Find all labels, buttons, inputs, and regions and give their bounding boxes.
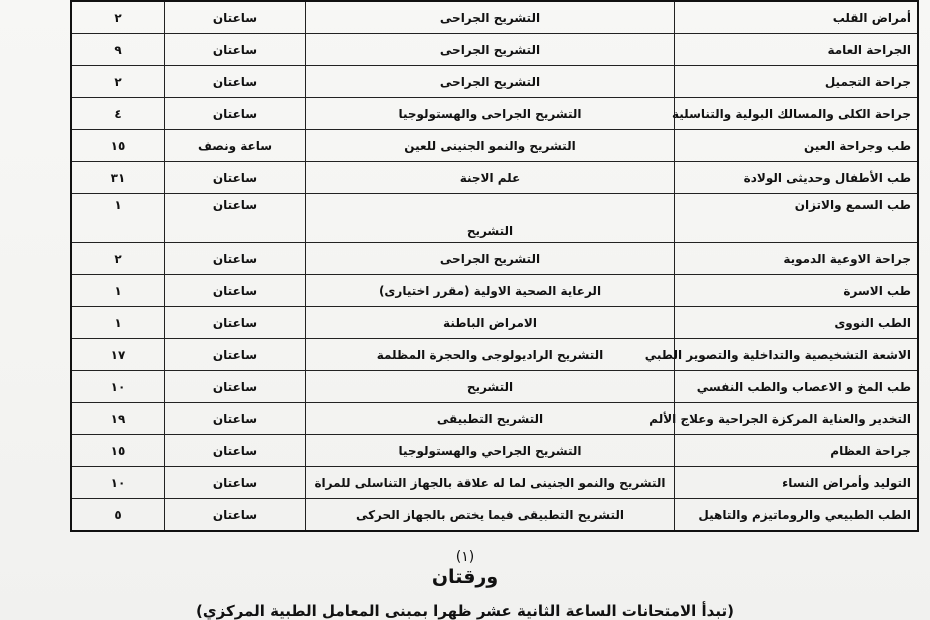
duration-cell: ساعتان	[165, 499, 306, 532]
duration-cell: ساعتان	[165, 243, 306, 275]
subject-cell: الجراحة العامة	[675, 34, 919, 66]
subject-cell: جراحة الكلى والمسالك البولية والتناسلية	[675, 98, 919, 130]
duration-cell: ساعتان	[165, 275, 306, 307]
count-cell: ١	[71, 307, 165, 339]
topic-cell: التشريح الجراحى	[306, 1, 675, 34]
topic-cell: التشريح والنمو الجنينى للعين	[306, 130, 675, 162]
topic-cell: التشريح الجراحى	[306, 34, 675, 66]
count-cell: ١	[71, 194, 165, 243]
duration-cell: ساعتان	[165, 435, 306, 467]
subject-cell: طب الأطفال وحديثى الولادة	[675, 162, 919, 194]
topic-cell: التشريح الجراحى	[306, 243, 675, 275]
count-cell: ٥	[71, 499, 165, 532]
table-row	[71, 34, 918, 66]
subject-cell: التخدير والعناية المركزة الجراحية وعلاج الألم	[675, 403, 919, 435]
subject-cell: التوليد وأمراض النساء	[675, 467, 919, 499]
table-row	[71, 307, 918, 339]
count-cell: ٢	[71, 66, 165, 98]
table-row	[71, 66, 918, 98]
count-cell: ١٥	[71, 130, 165, 162]
topic-cell: الرعاية الصحية الاولية (مقرر اختيارى)	[306, 275, 675, 307]
subject-cell: طب المخ و الاعصاب والطب النفسي	[675, 371, 919, 403]
subject-cell: الاشعة التشخيصية والتداخلية والتصوير الطبي	[675, 339, 919, 371]
topic-cell: الامراض الباطنة	[306, 307, 675, 339]
count-cell: ١٧	[71, 339, 165, 371]
table-row	[71, 339, 918, 371]
topic-cell: علم الاجنة	[306, 162, 675, 194]
duration-cell: ساعتان	[165, 307, 306, 339]
table-row	[71, 243, 918, 275]
topic-cell: التشريح	[306, 371, 675, 403]
subject-cell: جراحة التجميل	[675, 66, 919, 98]
duration-cell: ساعتان	[165, 34, 306, 66]
duration-cell: ساعتان	[165, 339, 306, 371]
subject-cell: طب الاسرة	[675, 275, 919, 307]
subject-cell: طب وجراحة العين	[675, 130, 919, 162]
topic-cell: التشريح الجراحي والهستولوجيا	[306, 435, 675, 467]
count-cell: ١	[71, 275, 165, 307]
subject-cell: أمراض القلب	[675, 1, 919, 34]
count-cell: ١٠	[71, 371, 165, 403]
topic-cell: التشريح الجراحى	[306, 66, 675, 98]
duration-cell: ساعتان	[165, 1, 306, 34]
count-cell: ١٩	[71, 403, 165, 435]
table-row	[71, 371, 918, 403]
sheets-count: ورقتان	[431, 566, 499, 588]
duration-cell: ساعتان	[165, 403, 306, 435]
table-row	[71, 467, 918, 499]
table-row	[71, 403, 918, 435]
table-row	[71, 435, 918, 467]
duration-cell: ساعتان	[165, 98, 306, 130]
topic-cell: التشريح والنمو الجنينى لما له علاقة بالجهاز التناسلى للمراة	[306, 467, 675, 499]
page-number: (١)	[455, 549, 475, 565]
duration-cell: ساعة ونصف	[165, 130, 306, 162]
duration-cell: ساعتان	[165, 66, 306, 98]
topic-cell: التشريح التطبيقى فيما يختص بالجهاز الحركى	[306, 499, 675, 532]
count-cell: ٩	[71, 34, 165, 66]
duration-cell: ساعتان	[165, 467, 306, 499]
count-cell: ٤	[71, 98, 165, 130]
topic-cell: التشريح الراديولوجى والحجرة المظلمة	[306, 339, 675, 371]
topic-cell: التشريح التطبيقى	[306, 403, 675, 435]
topic-cell: التشريح	[306, 194, 675, 243]
table-row	[71, 499, 918, 532]
table-row	[71, 98, 918, 130]
subject-cell: جراحة الاوعية الدموية	[675, 243, 919, 275]
duration-cell: ساعتان	[165, 371, 306, 403]
exam-schedule-table	[70, 0, 919, 532]
duration-cell: ساعتان	[165, 194, 306, 243]
exam-time-note: (تبدأ الامتحانات الساعة الثانية عشر ظهرا بمبنى المعامل الطبية المركزي)	[196, 602, 734, 620]
table-row	[71, 275, 918, 307]
subject-cell: طب السمع والاتزان	[675, 194, 919, 243]
table-body	[71, 1, 918, 531]
table-row	[71, 1, 918, 34]
table-row	[71, 162, 918, 194]
subject-cell: جراحة العظام	[675, 435, 919, 467]
subject-cell: الطب النووى	[675, 307, 919, 339]
subject-cell: الطب الطبيعي والروماتيزم والتاهيل	[675, 499, 919, 532]
topic-cell: التشريح الجراحى والهستولوجيا	[306, 98, 675, 130]
count-cell: ١٠	[71, 467, 165, 499]
table-row	[71, 194, 918, 243]
table-row	[71, 130, 918, 162]
count-cell: ٢	[71, 243, 165, 275]
count-cell: ٢	[71, 1, 165, 34]
count-cell: ١٥	[71, 435, 165, 467]
duration-cell: ساعتان	[165, 162, 306, 194]
count-cell: ٣١	[71, 162, 165, 194]
